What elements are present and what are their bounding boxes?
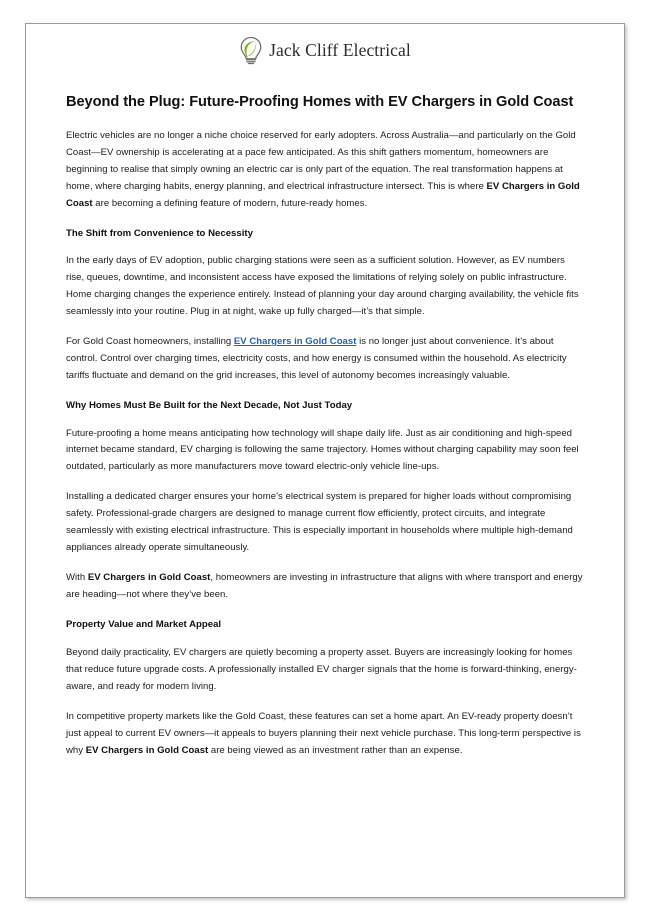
page-content: [26, 24, 624, 760]
inline-text: Installing a dedicated charger ensures your home’s electrical system is prepared for higher loads without compromising safety. Professional-grade chargers are designed to manage current flow efficiently, protect circuits, and integrate seamlessly with existing electrical infrastructure. This is especially important in households where multiple high-demand appliances already operate simultaneously.: [66, 491, 573, 554]
inline-text: With: [66, 572, 88, 584]
document-body: [66, 128, 584, 760]
body-paragraph: [66, 426, 584, 477]
inline-bold-text: EV Chargers in Gold Coast: [87, 572, 211, 584]
inline-bold-text: EV Chargers in Gold Coast: [66, 180, 580, 209]
inline-text: For Gold Coast homeowners, installing: [66, 336, 234, 348]
body-paragraph: [66, 334, 584, 385]
inline-text: are becoming a defining feature of modern, future-ready homes.: [92, 197, 368, 209]
inline-text: Future-proofing a home means anticipating how technology will shape daily life. Just as air conditioning and high-speed internet became standard, EV charging is following the same trajectory. Homes without charging capability may soon feel outdated, particularly as more manufacturers move toward electric-only vehicle line-ups.: [66, 427, 579, 473]
body-paragraph: [66, 570, 584, 604]
section-heading: Property Value and Market Appeal: [66, 619, 222, 631]
brand-name: Jack Cliff Electrical: [269, 39, 411, 60]
inline-text: , homeowners are investing in infrastructure that aligns with where transport and energy are heading—not where they’ve been.: [66, 572, 583, 601]
inline-bold-text: EV Chargers in Gold Coast: [85, 744, 209, 756]
page-title: Beyond the Plug: Future-Proofing Homes with EV Chargers in Gold Coast: [66, 94, 574, 110]
inline-text: In the early days of EV adoption, public charging stations were seen as a sufficient solution. However, as EV numbers rise, queues, downtime, and inconsistent access have exposed the limitations of relying solely on public infrastructure. Home charging changes the experience entirely. Instead of planning your day around charging availability, the vehicle fits seamlessly into your routine. Plug in at night, wake up fully charged—it’s that simple.: [66, 255, 579, 318]
body-paragraph: [66, 253, 584, 321]
inline-text: is no longer just about convenience. It’s about control. Control over charging times, electricity costs, and how energy is consumed within the household. As electricity tariffs fluctuate and demand on the grid increases, this level of autonomy becomes increasingly valuable.: [66, 336, 567, 382]
inline-text: Beyond daily practicality, EV chargers are quietly becoming a property asset. Buyers are increasingly looking for homes that reduce future upgrade costs. A professionally installed EV charger signals that the home is forward-thinking, energy-aware, and ready for modern living.: [66, 646, 577, 692]
inline-link[interactable]: EV Chargers in Gold Coast: [233, 336, 357, 348]
inline-text: Electric vehicles are no longer a niche choice reserved for early adopters. Across Australia—and particularly on the Gold Coast—EV ownership is accelerating at a pace few anticipated. As this shift gathers momentum, homeowners are beginning to realise that simply owning an electric car is only part of the equation. The real transformation happens at home, where charging habits, energy planning, and electrical infrastructure intersect. This is where: [66, 130, 576, 192]
inline-text: In competitive property markets like the Gold Coast, these features can set a home apart. An EV-ready property doesn’t just appeal to current EV owners—it appeals to buyers planning their next vehicle purchase. This long-term perspective is why: [66, 710, 581, 756]
body-paragraph: [66, 645, 584, 696]
inline-text: are being viewed as an investment rather than an expense.: [208, 744, 463, 756]
body-paragraph: [66, 128, 584, 213]
section-heading: The Shift from Convenience to Necessity: [66, 227, 253, 239]
section-heading: Why Homes Must Be Built for the Next Decade, Not Just Today: [66, 400, 353, 412]
body-paragraph: [66, 709, 584, 760]
document-page: [25, 23, 625, 898]
body-paragraph: [66, 489, 584, 557]
brand-logo: [66, 33, 584, 65]
lightbulb-leaf-icon: [239, 36, 263, 65]
